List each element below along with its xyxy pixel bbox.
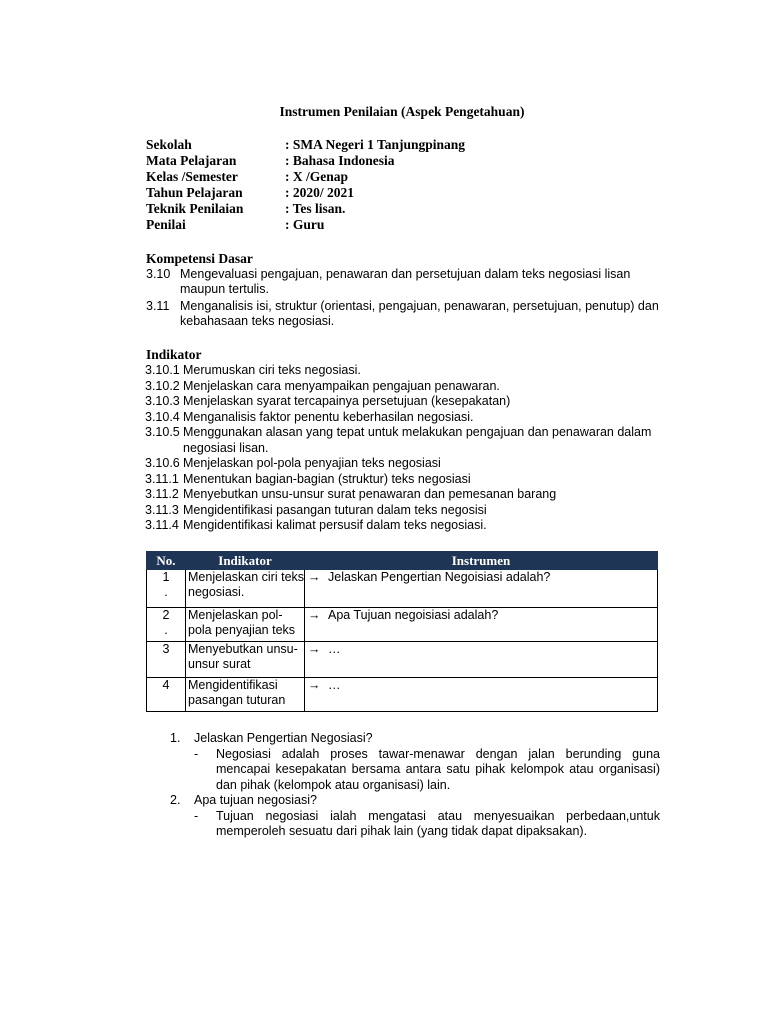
answer-dash: - <box>194 808 199 823</box>
meta-value: : Tes lisan. <box>285 201 346 216</box>
indikator-heading: Indikator <box>146 347 202 362</box>
row-number-text: 3 <box>162 642 170 656</box>
row-number <box>147 570 186 608</box>
indikator-text: Menentukan bagian-bagian (struktur) teks negosiasi <box>183 471 471 486</box>
arrow-icon: → <box>308 642 321 656</box>
meta-row <box>146 137 465 153</box>
meta-value: : Guru <box>285 217 325 232</box>
header-instrumen: Instrumen <box>305 552 658 570</box>
row-number-text: 2 <box>162 608 170 622</box>
row-indikator <box>186 678 305 712</box>
indikator-text: Mengidentifikasi pasangan tuturan dalam teks negosisi <box>183 502 487 517</box>
row-instrumen-text: Apa Tujuan negoisiasi adalah? <box>328 608 499 622</box>
answer-list <box>170 731 660 840</box>
indikator-number: 3.10.5 <box>145 425 180 439</box>
meta-row <box>146 185 465 201</box>
row-instrumen <box>305 608 658 642</box>
kd-item <box>146 299 666 329</box>
row-number-text: 1 <box>162 570 170 584</box>
indikator-item <box>145 456 670 472</box>
indikator-item <box>145 518 670 534</box>
table-header-row <box>147 552 658 570</box>
answer-text: Negosiasi adalah proses tawar-menawar dengan jalan berunding guna mencapai kesepakatan bersama antara satu pihak kelompok atau organisasi) dan pihak (kelompok atau organisasi) lain. <box>216 746 660 792</box>
question-item <box>170 793 660 809</box>
indikator-list <box>145 363 670 534</box>
meta-label: Sekolah <box>146 137 192 152</box>
row-number-dot: . <box>164 585 168 599</box>
row-instrumen <box>305 642 658 678</box>
indikator-text: Menjelaskan pol-pola penyajian teks negosiasi <box>183 456 441 470</box>
row-number-text: 4 <box>162 678 170 692</box>
meta-label: Mata Pelajaran <box>146 153 237 168</box>
indikator-text: Menggunakan alasan yang tepat untuk melakukan pengajuan dan penawaran dalam negosiasi lisan. <box>183 425 652 455</box>
row-instrumen <box>305 678 658 712</box>
indikator-text: Menjelaskan cara menyampaikan pengajuan penawaran. <box>183 378 500 393</box>
answer-dash: - <box>194 746 199 761</box>
answer-text: Tujuan negosiasi ialah mengatasi atau menyesuaikan perbedaan,untuk memperoleh sesuatu dari pihak lain (yang tidak dapat dipaksakan). <box>216 808 660 838</box>
indikator-number: 3.10.4 <box>145 409 180 424</box>
indikator-number: 3.11.2 <box>145 487 179 501</box>
header-indikator: Indikator <box>186 552 305 570</box>
row-number <box>147 678 186 712</box>
row-instrumen-text: … <box>328 678 341 692</box>
row-instrumen-text: Jelaskan Pengertian Negoisiasi adalah? <box>328 570 551 584</box>
arrow-icon: → <box>308 678 321 692</box>
arrow-icon: → <box>308 570 321 584</box>
indikator-item <box>145 487 670 503</box>
kd-item <box>146 267 666 297</box>
meta-row <box>146 217 465 233</box>
indikator-number: 3.10.6 <box>145 456 180 470</box>
question-number: 1. <box>170 731 181 745</box>
meta-label: Teknik Penilaian <box>146 201 244 216</box>
table-row <box>147 570 658 608</box>
row-indikator <box>186 570 305 608</box>
meta-label: Kelas /Semester <box>146 169 238 184</box>
indikator-text: Menjelaskan syarat tercapainya persetujuan (kesepakatan) <box>183 394 511 408</box>
indikator-number: 3.10.1 <box>145 363 180 377</box>
row-instrumen <box>305 570 658 608</box>
indikator-item <box>145 425 670 456</box>
question-number: 2. <box>170 793 181 807</box>
row-number-dot: . <box>164 623 168 637</box>
table-row <box>147 678 658 712</box>
document-title: Instrumen Penilaian (Aspek Pengetahuan) <box>279 104 525 119</box>
meta-value: : X /Genap <box>285 169 349 184</box>
row-number <box>147 608 186 642</box>
kd-number: 3.11 <box>146 299 170 313</box>
row-indikator-text: Menyebutkan unsu-unsur surat <box>188 642 298 671</box>
indikator-item <box>145 394 670 410</box>
table-row <box>147 642 658 678</box>
meta-label: Penilai <box>146 217 186 232</box>
meta-value: : 2020/ 2021 <box>285 185 354 200</box>
indikator-item <box>145 363 670 379</box>
question-item <box>170 731 660 747</box>
indikator-text: Menganalisis faktor penentu keberhasilan negosiasi. <box>183 409 474 424</box>
indikator-item <box>145 379 670 395</box>
indikator-number: 3.10.2 <box>145 378 180 393</box>
indikator-text: Merumuskan ciri teks negosiasi. <box>183 363 361 377</box>
kd-heading: Kompetensi Dasar <box>146 251 253 266</box>
meta-row <box>146 169 465 185</box>
question-text: Apa tujuan negosiasi? <box>194 793 318 807</box>
kd-text: Mengevaluasi pengajuan, penawaran dan persetujuan dalam teks negosiasi lisan maupun tertulis. <box>180 267 631 296</box>
row-indikator <box>186 608 305 642</box>
indikator-item <box>145 472 670 488</box>
answer-item <box>194 809 660 840</box>
row-indikator-text: Menjelaskan pol-pola penyajian teks <box>188 608 296 637</box>
row-indikator-text: Menjelaskan ciri teks negosiasi. <box>188 570 304 599</box>
question-text: Jelaskan Pengertian Negosiasi? <box>194 731 373 745</box>
row-indikator <box>186 642 305 678</box>
meta-value: : SMA Negeri 1 Tanjungpinang <box>285 137 466 152</box>
table-row <box>147 608 658 642</box>
indikator-item <box>145 410 670 426</box>
indikator-number: 3.11.3 <box>145 502 179 517</box>
meta-row <box>146 153 465 169</box>
indikator-item <box>145 503 670 519</box>
row-number <box>147 642 186 678</box>
indikator-text: Menyebutkan unsu-unsur surat penawaran dan pemesanan barang <box>183 487 557 501</box>
row-instrumen-text: … <box>328 642 341 656</box>
header-no: No. <box>147 552 186 570</box>
kd-list <box>146 267 666 331</box>
indikator-text: Mengidentifikasi kalimat persusif dalam teks negosiasi. <box>183 518 487 532</box>
answer-item <box>194 747 660 794</box>
indikator-number: 3.11.4 <box>145 518 179 532</box>
indikator-number: 3.10.3 <box>145 394 180 408</box>
indikator-number: 3.11.1 <box>145 471 179 486</box>
meta-label: Tahun Pelajaran <box>146 185 243 200</box>
row-indikator-text: Mengidentifikasi pasangan tuturan <box>188 678 286 707</box>
instrument-table <box>146 551 658 712</box>
meta-value: : Bahasa Indonesia <box>285 153 395 168</box>
arrow-icon: → <box>308 608 321 622</box>
kd-number: 3.10 <box>146 267 171 281</box>
meta-row <box>146 201 465 217</box>
kd-text: Menganalisis isi, struktur (orientasi, pengajuan, penawaran, persetujuan, penutup) dan kebahasaan teks negosiasi. <box>180 299 659 328</box>
identity-block <box>146 137 465 233</box>
